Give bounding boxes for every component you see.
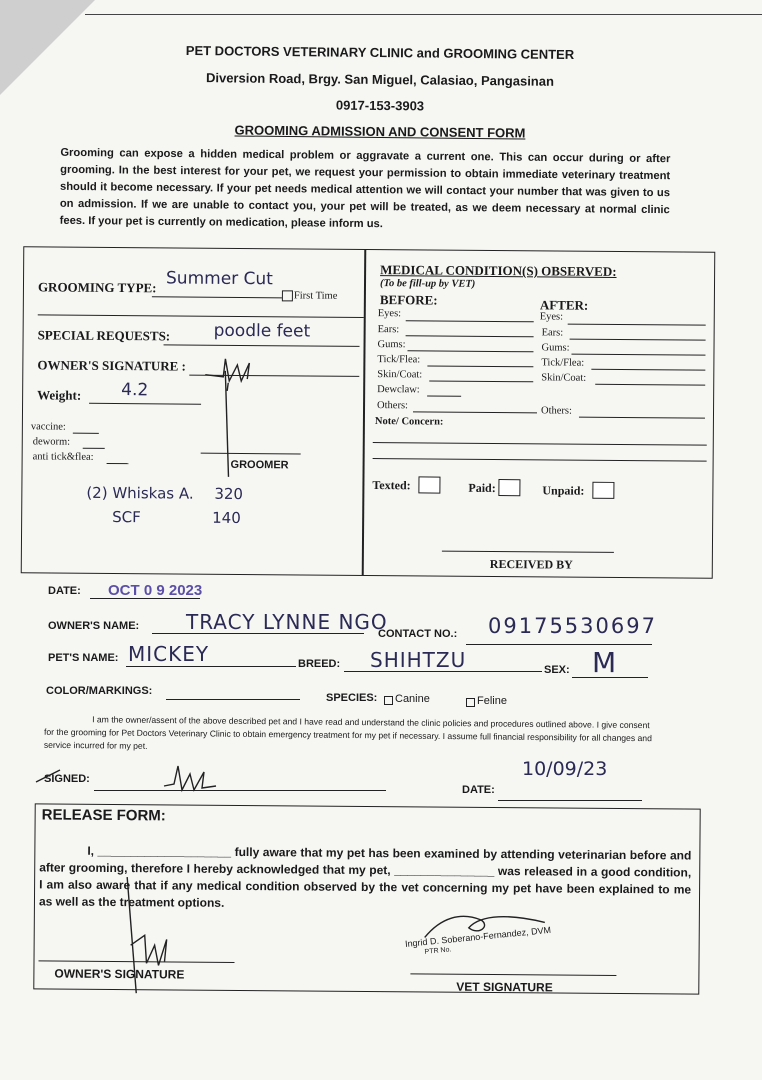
consent-date-label: DATE: xyxy=(462,784,495,796)
pet-name-line xyxy=(126,666,296,667)
vet-signature-drawing xyxy=(421,907,551,948)
special-requests-line xyxy=(164,344,360,347)
texted-checkbox[interactable] xyxy=(418,476,440,493)
after-gums-line xyxy=(571,354,705,356)
groomer-line xyxy=(201,453,301,455)
note-price-1: 320 xyxy=(214,484,244,504)
scan-edge-line xyxy=(85,14,762,15)
owner-name-value[interactable]: TRACY LYNNE NGO xyxy=(186,610,388,634)
before-label: BEFORE: xyxy=(379,292,438,308)
unpaid-label: Unpaid: xyxy=(542,483,585,498)
before-dewclaw: Dewclaw: xyxy=(377,384,420,396)
contact-label: CONTACT NO.: xyxy=(378,628,458,640)
weight-line xyxy=(89,403,201,405)
note-line-2 xyxy=(373,458,707,462)
before-gums: Gums: xyxy=(377,339,406,351)
before-skin-line xyxy=(429,380,533,382)
before-eyes-line xyxy=(406,320,534,322)
unpaid-checkbox[interactable] xyxy=(592,482,614,499)
vaccine-label: vaccine: xyxy=(30,421,66,433)
consent-signature-drawing xyxy=(160,760,230,800)
special-requests-label: SPECIAL REQUESTS: xyxy=(37,327,171,344)
before-skin: Skin/Coat: xyxy=(377,369,423,381)
vet-ptr: PTR No. xyxy=(424,946,452,956)
before-dewclaw-line xyxy=(427,395,461,396)
date-stamp[interactable]: OCT 0 9 2023 xyxy=(108,582,203,599)
first-time-checkbox[interactable] xyxy=(282,290,293,301)
before-gums-line xyxy=(407,350,533,352)
grooming-type-value[interactable]: Summer Cut xyxy=(165,268,273,290)
antitick-line xyxy=(107,463,129,464)
paid-label: Paid: xyxy=(468,480,496,496)
note-price-2: 140 xyxy=(212,508,241,528)
after-skin-line xyxy=(595,384,705,386)
before-tick: Tick/Flea: xyxy=(377,354,421,366)
clinic-name: PET DOCTORS VETERINARY CLINIC and GROOMING CENTER xyxy=(185,42,575,63)
vaccine-line xyxy=(73,433,99,434)
clinic-phone: 0917-153-3903 xyxy=(335,97,425,114)
consent-date-line xyxy=(498,800,642,801)
deworm-label: deworm: xyxy=(32,436,71,448)
grooming-type-line xyxy=(152,296,282,298)
sex-label: SEX: xyxy=(544,664,570,676)
deworm-line xyxy=(83,448,105,449)
after-eyes-line xyxy=(568,324,706,326)
before-tick-line xyxy=(427,365,533,367)
texted-label: Texted: xyxy=(372,478,411,493)
breed-value[interactable]: SHIHTZU xyxy=(370,648,467,672)
color-label: COLOR/MARKINGS: xyxy=(46,685,153,697)
received-by-label: RECEIVED BY xyxy=(489,556,573,572)
feline-label: Feline xyxy=(477,695,507,707)
signed-line xyxy=(94,790,386,791)
contact-value[interactable]: 09175530697 xyxy=(488,614,657,638)
after-tick-line xyxy=(591,369,705,371)
intro-paragraph: Grooming can expose a hidden medical problem or aggravate a current one. This can occur during or after grooming. In the best interest for your pet, we request your permission to obtain immediate veterinary treatment should it become necessary. If your pet needs medical attention we will contact your number that was given to us on admission. If we are unable to contact you, your pet will be treated, as we deem necessary at normal clinic fees. If your pet is currently on medication, please inform us. xyxy=(59,146,671,231)
vet-name-stamp: Ingrid D. Soberano-Fernandez, DVM xyxy=(404,924,552,949)
groomer-label: GROOMER xyxy=(230,458,289,472)
pet-name-value[interactable]: MICKEY xyxy=(128,642,210,666)
after-others-line xyxy=(579,417,705,419)
panel-divider xyxy=(362,250,366,575)
note-concern-label: Note/ Concern: xyxy=(374,416,444,428)
feline-checkbox[interactable] xyxy=(466,698,475,707)
weight-label: Weight: xyxy=(37,387,82,403)
owner-signature-label: OWNER'S SIGNATURE : xyxy=(37,357,186,374)
medical-title: MEDICAL CONDITION(S) OBSERVED: xyxy=(380,262,617,279)
after-tick: Tick/Flea: xyxy=(541,357,585,369)
canine-checkbox[interactable] xyxy=(384,696,393,705)
color-line xyxy=(166,699,300,700)
after-ears-line xyxy=(570,339,706,341)
before-ears: Ears: xyxy=(377,324,400,336)
before-eyes: Eyes: xyxy=(377,308,402,320)
species-label: SPECIES: xyxy=(326,692,378,704)
release-owner-signature-drawing xyxy=(124,875,185,995)
special-requests-value[interactable]: poodle feet xyxy=(213,320,311,342)
before-others: Others: xyxy=(377,400,409,412)
note-item-2: SCF xyxy=(112,507,141,527)
after-gums: Gums: xyxy=(541,342,570,354)
after-label: AFTER: xyxy=(539,297,589,313)
paid-checkbox[interactable] xyxy=(498,479,520,496)
after-others: Others: xyxy=(540,405,572,417)
signed-tick xyxy=(34,766,64,786)
contact-line xyxy=(466,644,652,645)
pet-name-label: PET'S NAME: xyxy=(48,652,119,664)
release-text: I, ____________________ fully aware that my pet has been examined by attending veterinarian before and after grooming, therefore I hereby acknowledged that my pet, _______________ was released in a good condition, I am also aware that if any medical condition observed by the vet concerning my pet have been explained to me as well as the treatment options. xyxy=(38,843,692,910)
grooming-details-box xyxy=(21,246,716,578)
date-label: DATE: xyxy=(48,585,81,597)
weight-value[interactable]: 4.2 xyxy=(121,380,149,401)
canine-label: Canine xyxy=(395,693,430,705)
after-eyes: Eyes: xyxy=(539,311,564,323)
owner-name-label: OWNER'S NAME: xyxy=(48,620,140,632)
release-title: RELEASE FORM: xyxy=(41,806,166,825)
note-item-1: (2) Whiskas A. xyxy=(86,483,194,503)
clinic-address: Diversion Road, Brgy. San Miguel, Calasiao, Pangasinan xyxy=(205,70,555,89)
page-fold-corner xyxy=(0,0,95,95)
after-skin: Skin/Coat: xyxy=(541,372,587,384)
breed-label: BREED: xyxy=(298,658,341,670)
vet-sig-line xyxy=(410,973,616,976)
note-line-1 xyxy=(373,442,707,446)
sex-value[interactable]: M xyxy=(592,646,617,679)
vet-sig-label: VET SIGNATURE xyxy=(456,979,553,995)
before-others-line xyxy=(413,411,537,413)
medical-subtitle: (To be fill-up by VET) xyxy=(379,278,476,290)
groomer-stroke xyxy=(218,369,239,479)
grooming-type-label: GROOMING TYPE: xyxy=(37,279,157,296)
owner-sig-label: OWNER'S SIGNATURE xyxy=(54,966,185,982)
received-by-line xyxy=(442,551,614,553)
consent-date-value[interactable]: 10/09/23 xyxy=(522,758,608,780)
consent-text: I am the owner/assent of the above described pet and I have read and understand the clinic policies and procedures outlined above. I give consent for the grooming for Pet Doctors Veterinary Clinic to obtain emergency treatment for my pet if necessary. I assume full financial responsibility for all changes and service incurred for my pet. xyxy=(43,714,652,751)
antitick-label: anti tick&flea: xyxy=(32,451,94,463)
after-ears: Ears: xyxy=(541,327,564,339)
form-title: GROOMING ADMISSION AND CONSENT FORM xyxy=(234,122,526,141)
release-form-box xyxy=(33,803,700,994)
before-ears-line xyxy=(406,335,534,337)
first-time-label: First Time xyxy=(293,290,338,302)
grooming-type-line-2 xyxy=(38,314,364,318)
signed-label: SIGNED: xyxy=(44,773,90,785)
